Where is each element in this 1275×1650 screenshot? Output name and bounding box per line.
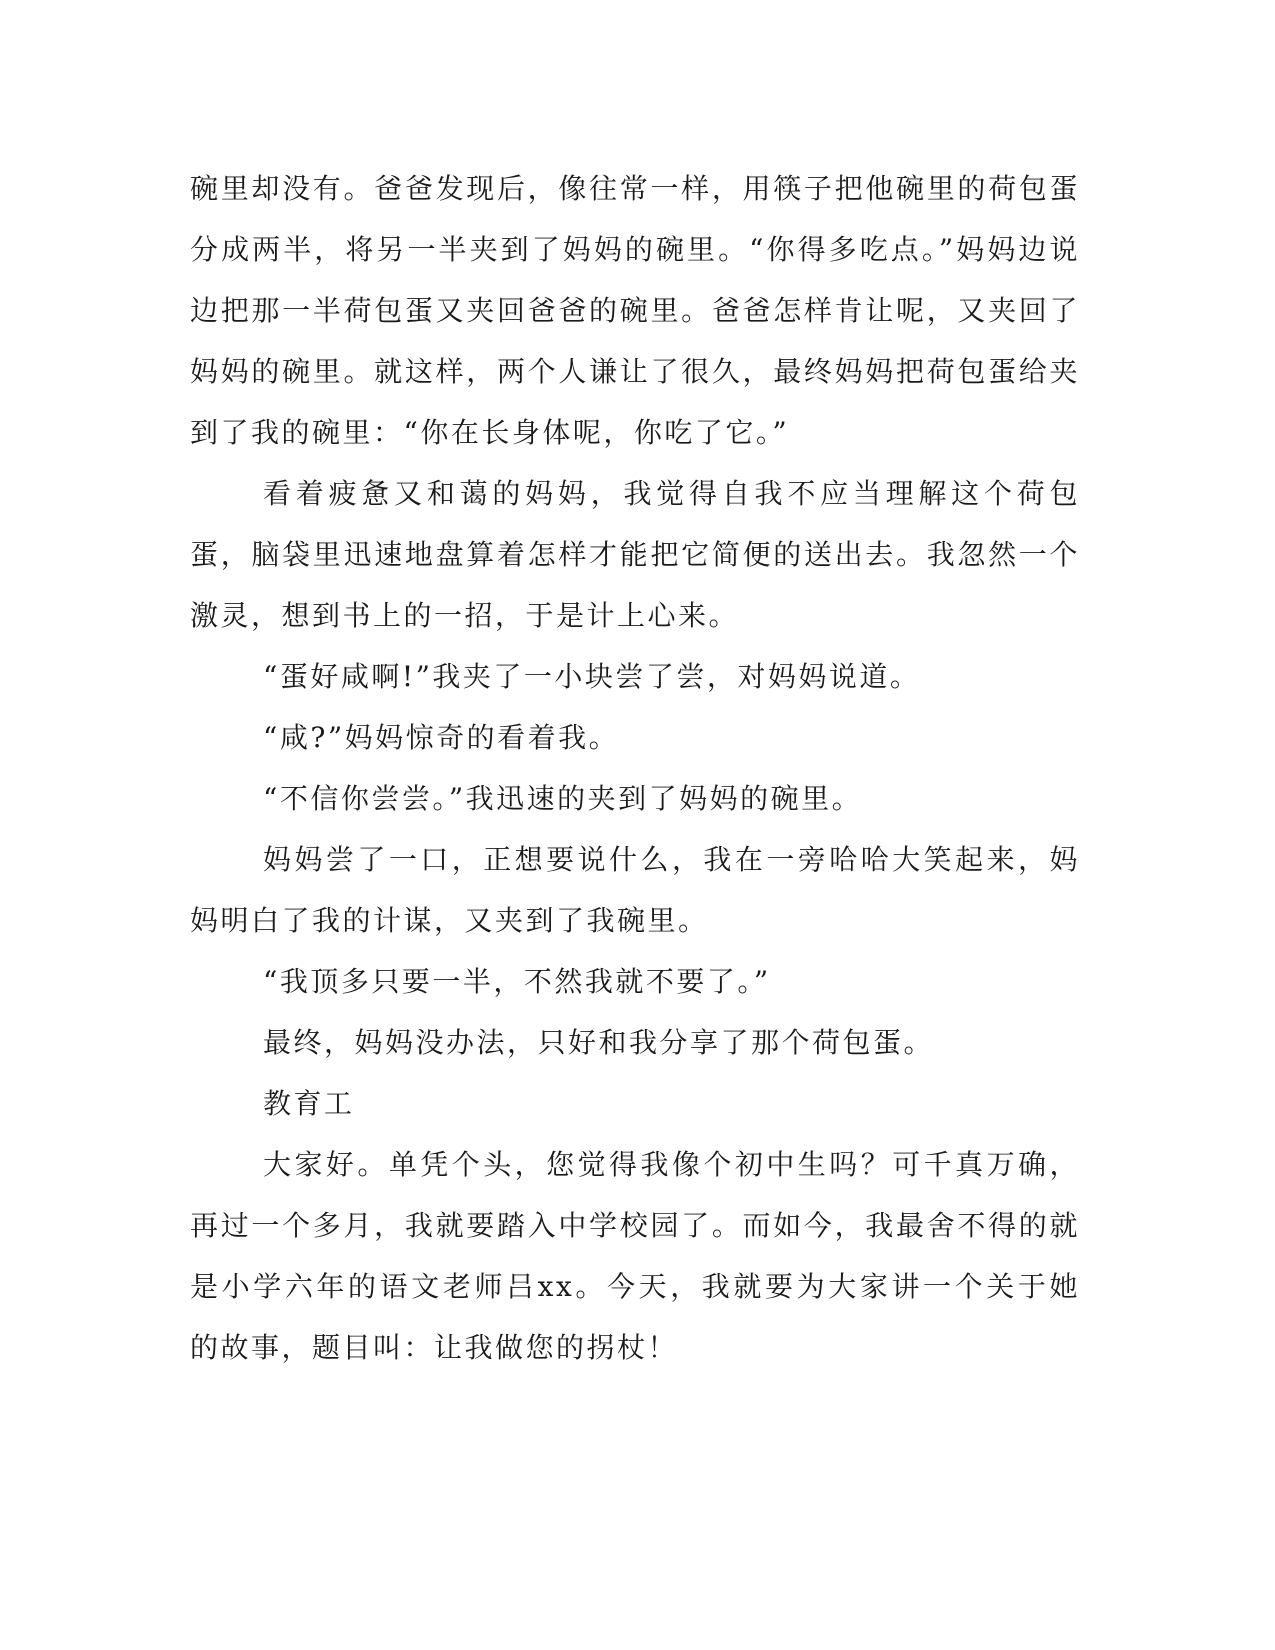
paragraph-5: “不信你尝尝。”我迅速的夹到了妈妈的碗里。 <box>263 782 863 815</box>
section-heading: 教育工 <box>263 1087 355 1120</box>
paragraph-10: 大家好。单凭个头，您觉得我像个初中生吗？可千真万确，再过一个多月，我就要踏入中学校园了。而如今，我最舍不得的就是小学六年的语文老师吕xx。今天，我就要为大家讲一个关于她的故事，题目叫：让我做您的拐杖！ <box>190 1148 1080 1364</box>
paragraph-2: 看着疲惫又和蔼的妈妈，我觉得自我不应当理解这个荷包蛋，脑袋里迅速地盘算着怎样才能把它简便的送出去。我忽然一个激灵，想到书上的一招，于是计上心来。 <box>190 477 1080 632</box>
paragraph-6: 妈妈尝了一口，正想要说什么，我在一旁哈哈大笑起来，妈妈明白了我的计谋，又夹到了我碗里。 <box>190 843 1080 937</box>
document-body <box>190 158 1080 1378</box>
paragraph-3: “蛋好咸啊!”我夹了一小块尝了尝，对妈妈说道。 <box>263 660 921 693</box>
paragraph-4: “咸?”妈妈惊奇的看着我。 <box>263 721 620 754</box>
paragraph-8: 最终，妈妈没办法，只好和我分享了那个荷包蛋。 <box>263 1026 935 1059</box>
paragraph-7: “我顶多只要一半，不然我就不要了。” <box>263 965 771 998</box>
paragraph-1: 碗里却没有。爸爸发现后，像往常一样，用筷子把他碗里的荷包蛋分成两半，将另一半夹到了妈妈的碗里。“你得多吃点。”妈妈边说边把那一半荷包蛋又夹回爸爸的碗里。爸爸怎样肯让呢，又夹回了妈妈的碗里。就这样，两个人谦让了很久，最终妈妈把荷包蛋给夹到了我的碗里：“你在长身体呢，你吃了它。” <box>190 172 1080 449</box>
